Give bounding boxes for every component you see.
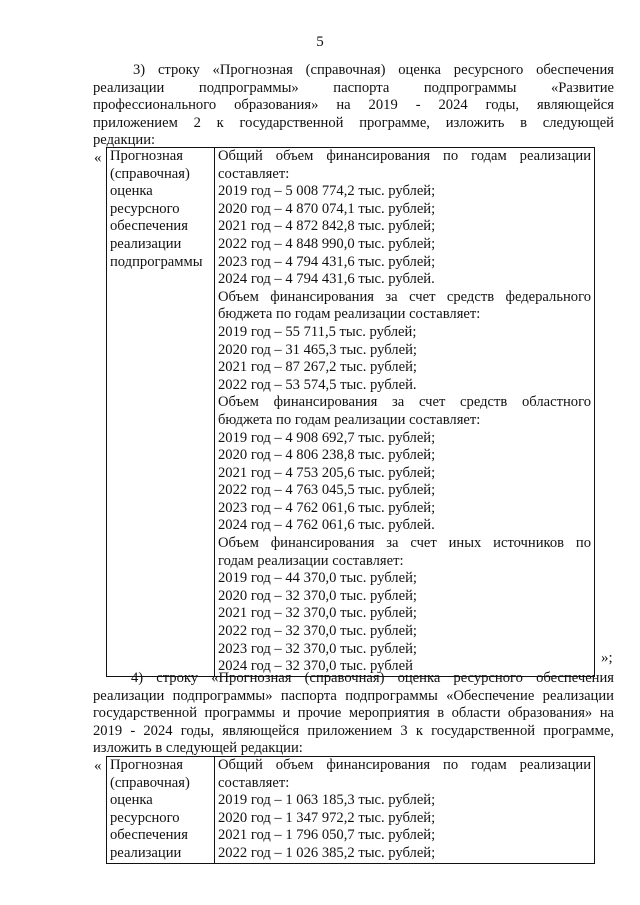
content-line: 2019 год – 1 063 185,3 тыс. рублей; [218, 792, 436, 809]
content-line: 2022 год – 53 574,5 тыс. рублей. [218, 376, 417, 393]
item-3-paragraph [93, 62, 614, 150]
content-line: 2024 год – 32 370,0 тыс. рублей [218, 658, 413, 675]
content-line: 2020 год – 4 870 074,1 тыс. рублей; [218, 200, 436, 217]
content-line: бюджета по годам реализации составляет: [218, 411, 481, 428]
opening-quote: « [94, 150, 102, 166]
content-line: 2022 год – 4 848 990,0 тыс. рублей; [218, 235, 436, 252]
content-line: 2021 год – 4 753 205,6 тыс. рублей; [218, 464, 436, 481]
content-line: 2019 год – 5 008 774,2 тыс. рублей; [218, 183, 436, 200]
label-line: реализации [110, 844, 182, 861]
content-line: Объем финансирования за счет средств федерального [218, 288, 591, 305]
label-line: оценка [110, 792, 153, 809]
paragraph-line: редакции: [93, 132, 156, 149]
content-line: 2023 год – 32 370,0 тыс. рублей; [218, 640, 417, 657]
content-line: Общий объем финансирования по годам реализации [218, 757, 591, 773]
label-line: ресурсного [110, 809, 180, 826]
label-line: реализации [110, 235, 182, 252]
row-content-cell [215, 757, 595, 864]
content-line: 2021 год – 32 370,0 тыс. рублей; [218, 605, 417, 622]
row-label-cell [107, 757, 215, 864]
row-content-cell [215, 148, 595, 677]
content-line: 2020 год – 31 465,3 тыс. рублей; [218, 341, 417, 358]
content-line: 2023 год – 4 762 061,6 тыс. рублей; [218, 499, 436, 516]
content-line: 2021 год – 4 872 842,8 тыс. рублей; [218, 218, 436, 235]
content-line: 2024 год – 4 794 431,6 тыс. рублей. [218, 271, 435, 288]
content-line: 2020 год – 4 806 238,8 тыс. рублей; [218, 447, 436, 464]
paragraph-line: изложить в следующей редакции: [93, 740, 303, 757]
paragraph-line: 4) строку «Прогнозная (справочная) оценка ресурсного обеспечения [131, 670, 614, 686]
content-line: 2020 год – 1 347 972,2 тыс. рублей; [218, 809, 436, 826]
table-row [107, 148, 595, 677]
content-line: 2021 год – 1 796 050,7 тыс. рублей; [218, 827, 436, 844]
content-line: Общий объем финансирования по годам реализации [218, 148, 591, 164]
paragraph-line: приложением 2 к государственной программе, изложить в следующей [93, 114, 614, 131]
label-line: ресурсного [110, 200, 180, 217]
page-number: 5 [316, 34, 324, 50]
content-line: составляет: [218, 774, 290, 791]
label-line: (справочная) [110, 165, 190, 182]
row-label-cell [107, 148, 215, 677]
subprogram-passport-table-2 [106, 147, 595, 677]
content-line: составляет: [218, 165, 290, 182]
paragraph-line: 3) строку «Прогнозная (справочная) оценка ресурсного обеспечения [133, 62, 614, 78]
paragraph-line: государственной программы и прочие мероприятия в области образования» на [93, 705, 614, 722]
table-row [107, 757, 595, 864]
content-line: годам реализации составляет: [218, 552, 404, 569]
opening-quote: « [94, 758, 102, 774]
label-line: подпрограммы [110, 253, 203, 270]
content-line: 2020 год – 32 370,0 тыс. рублей; [218, 587, 417, 604]
content-line: 2023 год – 4 794 431,6 тыс. рублей; [218, 253, 436, 270]
content-line: 2022 год – 32 370,0 тыс. рублей; [218, 623, 417, 640]
paragraph-line: реализации подпрограммы» паспорта подпрограммы «Развитие [93, 79, 614, 96]
paragraph-line: 2019 - 2024 годы, являющейся приложением 3 к государственной программе, [93, 722, 614, 739]
content-line: Объем финансирования за счет иных источников по [218, 535, 591, 552]
content-line: 2019 год – 4 908 692,7 тыс. рублей; [218, 429, 436, 446]
content-line: 2024 год – 4 762 061,6 тыс. рублей. [218, 517, 435, 534]
content-line: 2022 год – 4 763 045,5 тыс. рублей; [218, 482, 436, 499]
label-line: оценка [110, 183, 153, 200]
paragraph-line: профессионального образования» на 2019 - 2024 годы, являющейся [93, 97, 614, 114]
content-line: 2019 год – 55 711,5 тыс. рублей; [218, 323, 417, 340]
closing-quote: »; [601, 650, 613, 666]
label-line: Прогнозная [110, 148, 183, 164]
label-line: обеспечения [110, 827, 188, 844]
content-line: 2022 год – 1 026 385,2 тыс. рублей; [218, 844, 436, 861]
subprogram-passport-table-3 [106, 756, 595, 864]
label-line: (справочная) [110, 774, 190, 791]
content-line: 2021 год – 87 267,2 тыс. рублей; [218, 359, 417, 376]
label-line: Прогнозная [110, 757, 183, 773]
item-4-paragraph [93, 670, 614, 758]
content-line: Объем финансирования за счет средств областного [218, 394, 591, 411]
paragraph-line: реализации подпрограммы» паспорта подпрограммы «Обеспечение реализации [93, 687, 614, 704]
label-line: обеспечения [110, 218, 188, 235]
content-line: бюджета по годам реализации составляет: [218, 306, 481, 323]
content-line: 2019 год – 44 370,0 тыс. рублей; [218, 570, 417, 587]
